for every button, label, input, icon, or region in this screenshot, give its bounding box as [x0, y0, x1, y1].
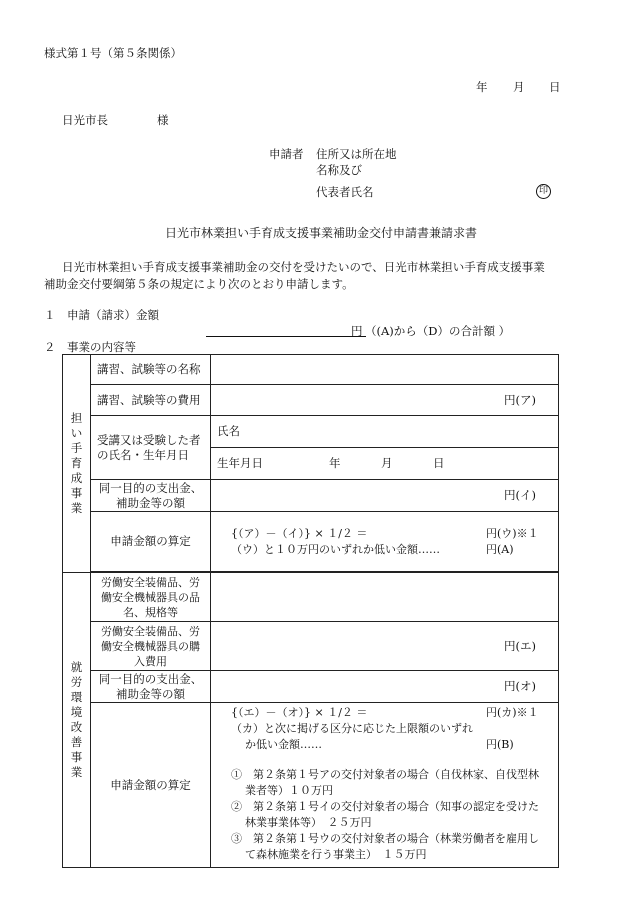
seal-mark: 印 [536, 184, 551, 199]
applicant-address-label: 住所又は所在地 [316, 147, 397, 161]
section-2-heading: ２ 事業の内容等 [44, 340, 136, 354]
birth-year-label: 年 [329, 456, 341, 470]
intro-line-2: 補助金交付要綱第５条の規定により次のとおり申請します。 [44, 277, 354, 291]
group2-calc-area [211, 703, 559, 868]
course-cost-unit: 円(ア) [504, 392, 536, 407]
equipment-cost-unit: 円(エ) [504, 638, 536, 653]
birth-day-label: 日 [433, 456, 445, 470]
group1-calc-area [211, 512, 559, 572]
birthdate-label: 生年月日 [217, 456, 263, 470]
group1-calc-unit-a: 円(A) [486, 542, 514, 556]
addressee-honorific: 様 [157, 113, 169, 127]
limit-item-1: ① 第２条第１号アの交付対象者の場合（自伐林家、自伐型林業者等）１０万円 [231, 768, 539, 797]
form-number: 様式第１号（第５条関係） [44, 46, 182, 60]
group1-subsidy-unit: 円(イ) [504, 488, 536, 502]
group2-subsidy-field[interactable] [211, 671, 559, 703]
course-name-label: 講習、試験等の名称 [91, 355, 211, 385]
intro-line-1: 日光市林業担い手育成支援事業補助金の交付を受けたいので、日光市林業担い手育成支援事業 [62, 260, 545, 274]
person-label: 受講又は受験した者の氏名・生年月日 [91, 416, 211, 480]
business-content-table [62, 354, 559, 868]
date-year-label: 年 [476, 80, 488, 94]
group1-calc-unit-u: 円(ウ)※１ [486, 526, 539, 540]
group2-calc-formula: {（エ）－（オ）} × １/２ ＝ [231, 706, 368, 719]
birthdate-field[interactable] [211, 448, 559, 480]
course-cost-label: 講習、試験等の費用 [91, 385, 211, 416]
group2-title: 就労環境改善事業 [63, 573, 91, 868]
applicant-label: 申請者 [269, 147, 304, 161]
group2-calc-unit-ka: 円(カ)※１ [486, 706, 539, 719]
person-name-field[interactable] [211, 416, 559, 448]
group1-title: 担い手育成事業 [63, 355, 91, 573]
limit-item-3: ③ 第２条第１号ウの交付対象者の場合（林業労働者を雇用して森林施業を行う事業主） １５万円 [231, 832, 539, 861]
date-day-label: 日 [549, 80, 561, 94]
equipment-name-label: 労働安全装備品、労働安全機械器具の品名、規格等 [91, 573, 211, 622]
amount-input-line[interactable] [206, 336, 366, 337]
birth-month-label: 月 [381, 456, 393, 470]
equipment-cost-label: 労働安全装備品、労働安全機械器具の購入費用 [91, 622, 211, 671]
group1-calc-label: 申請金額の算定 [91, 512, 211, 572]
person-name-label: 氏名 [217, 424, 240, 438]
group1-calc-limit: （ウ）と１０万円のいずれか低い金額…… [231, 542, 440, 556]
group2-subsidy-label: 同一目的の支出金、補助金等の額 [91, 671, 211, 703]
amount-yen-label: 円 [351, 324, 363, 338]
section-1-heading: １ 申請（請求）金額 [44, 308, 159, 322]
applicant-representative-label: 代表者氏名 [316, 185, 374, 199]
group1-calc-formula: {（ア）－（イ）} × １/２ ＝ [231, 526, 368, 540]
group2-calc-limit: （カ）と次に掲げる区分に応じた上限額のいずれか低い金額…… [231, 722, 473, 751]
group1-subsidy-label: 同一目的の支出金、補助金等の額 [91, 480, 211, 512]
course-name-field[interactable] [211, 355, 559, 385]
group2-calc-label: 申請金額の算定 [91, 703, 211, 868]
equipment-cost-field[interactable] [211, 622, 559, 671]
equipment-name-field[interactable] [211, 573, 559, 622]
group2-subsidy-unit: 円(オ) [504, 679, 536, 693]
group2-calc-unit-b: 円(B) [486, 738, 514, 751]
document-title: 日光市林業担い手育成支援事業補助金交付申請書兼請求書 [165, 226, 478, 240]
limit-item-2: ② 第２条第１号イの交付対象者の場合（知事の認定を受けた林業事業体等） ２５万円 [231, 800, 539, 829]
date-month-label: 月 [513, 80, 525, 94]
course-cost-field[interactable] [211, 385, 559, 416]
addressee-name: 日光市長 [62, 113, 108, 127]
applicant-name-label: 名称及び [316, 163, 362, 177]
amount-note: （(A)から（D）の合計額 ） [365, 324, 511, 338]
group1-subsidy-field[interactable] [211, 480, 559, 512]
